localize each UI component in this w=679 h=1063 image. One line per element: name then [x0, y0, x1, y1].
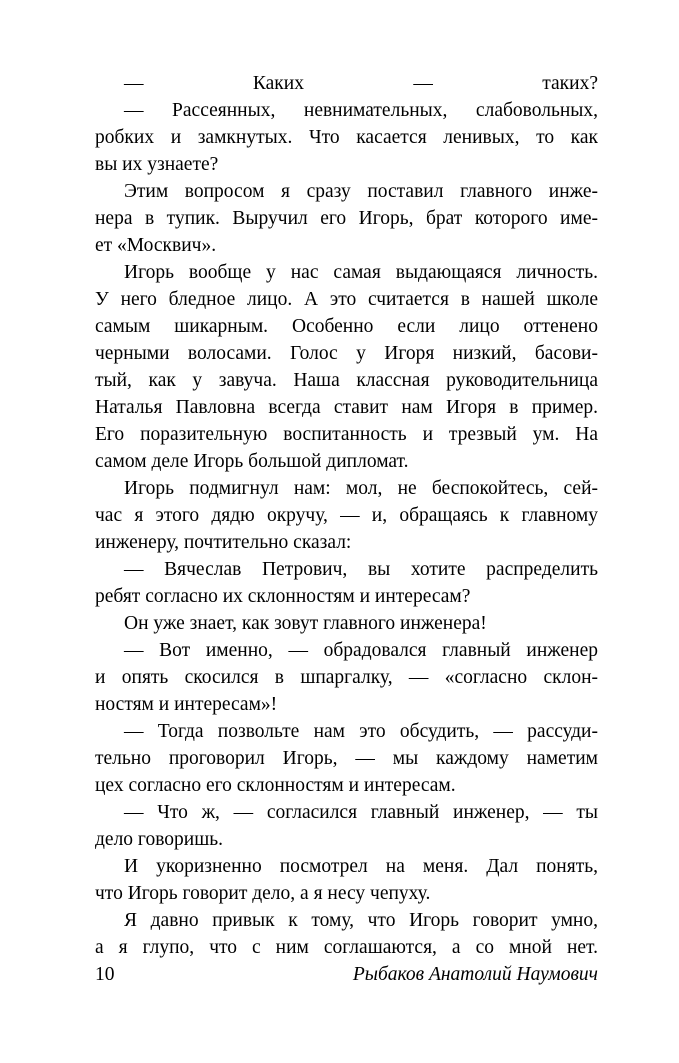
- body-text: [95, 70, 598, 961]
- text-line: — Каких — таких?: [124, 73, 598, 94]
- text-line: черными волосами. Голос у Игоря низкий, басови-: [95, 343, 598, 364]
- text-line: час я этого дядю окручу, — и, обращаясь к главному: [95, 505, 598, 526]
- text-line: самым шикарным. Особенно если лицо оттенено: [95, 316, 598, 337]
- text-line: и опять скосился в шпаргалку, — «согласно склон-: [95, 667, 598, 688]
- text-line: тельно проговорил Игорь, — мы каждому наметим: [95, 748, 598, 769]
- text-line: Наталья Павловна всегда ставит нам Игоря в пример.: [95, 397, 598, 418]
- text-line: вы их узнаете?: [95, 154, 219, 175]
- page-footer: [95, 961, 598, 989]
- text-line: Он уже знает, как зовут главного инженера!: [124, 613, 487, 634]
- text-line: инженеру, почтительно сказал:: [95, 532, 352, 553]
- text-line: тый, как у завуча. Наша классная руководительница: [95, 370, 598, 391]
- text-line: а я глупо, что с ним соглашаются, а со мной нет.: [95, 937, 598, 958]
- text-line: — Тогда позвольте нам это обсудить, — рассуди-: [124, 721, 598, 742]
- text-line: робких и замкнутых. Что касается ленивых, то как: [95, 127, 598, 148]
- text-line: самом деле Игорь большой дипломат.: [95, 451, 409, 472]
- text-line: — Вот именно, — обрадовался главный инженер: [124, 640, 598, 661]
- text-line: И укоризненно посмотрел на меня. Дал понять,: [124, 856, 598, 877]
- text-line: нера в тупик. Выручил его Игорь, брат которого име-: [95, 208, 598, 229]
- text-line: Игорь вообще у нас самая выдающаяся личность.: [124, 262, 598, 283]
- text-line: что Игорь говорит дело, а я несу чепуху.: [95, 883, 431, 904]
- text-line: Я давно привык к тому, что Игорь говорит умно,: [124, 910, 598, 931]
- text-line: Его поразительную воспитанность и трезвый ум. На: [95, 424, 598, 445]
- text-line: дело говоришь.: [95, 829, 223, 850]
- text-line: ребят согласно их склонностям и интересам?: [95, 586, 471, 607]
- text-line: ностям и интересам»!: [95, 694, 278, 715]
- text-line: цех согласно его склонностям и интересам.: [95, 775, 456, 796]
- running-title: Рыбаков Анатолий Наумович: [352, 964, 598, 985]
- text-line: У него бледное лицо. А это считается в нашей школе: [95, 289, 598, 310]
- text-line: ет «Москвич».: [95, 235, 217, 256]
- page-number: 10: [95, 964, 115, 985]
- text-line: Игорь подмигнул нам: мол, не беспокойтесь, сей-: [124, 478, 598, 499]
- text-line: — Вячеслав Петрович, вы хотите распределить: [124, 559, 598, 580]
- text-line: — Рассеянных, невнимательных, слабовольных,: [124, 100, 598, 121]
- text-line: — Что ж, — согласился главный инженер, — ты: [124, 802, 598, 823]
- text-line: Этим вопросом я сразу поставил главного инже-: [124, 181, 598, 202]
